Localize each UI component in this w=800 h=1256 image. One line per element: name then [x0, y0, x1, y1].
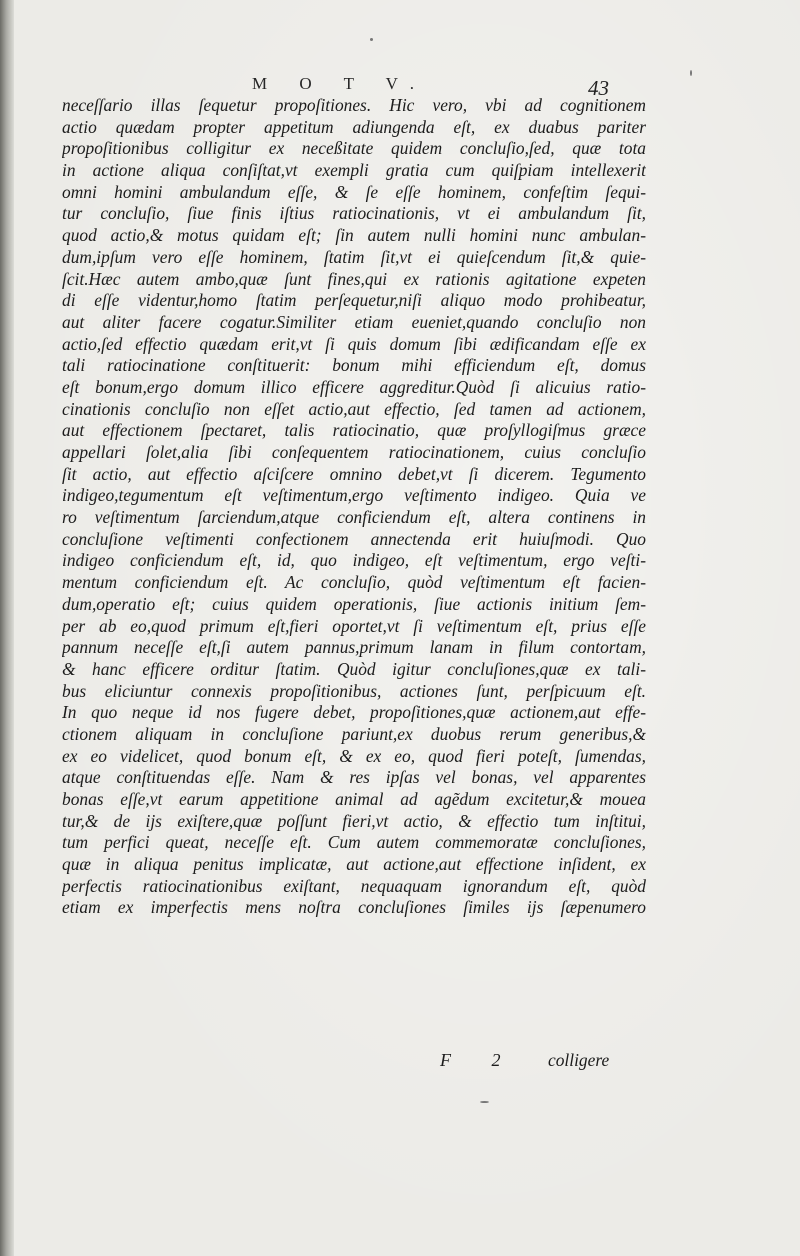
text-line: cinationis concluſio non eſſet actio,aut effectio, ſed tamen ad actionem,	[62, 398, 646, 419]
page-footer	[14, 1050, 800, 1078]
text-line: & hanc efficere orditur ſtatim. Quòd igitur concluſiones,quæ ex tali-	[62, 658, 646, 679]
text-line: tur concluſio, ſiue finis iſtius ratiocinationis, vt ei ambulandum ſit,	[62, 203, 646, 224]
text-line: aut aliter facere cogatur.Similiter etiam eueniet,quando concluſio non	[62, 311, 646, 332]
text-line: aut effectionem ſpectaret, talis ratiocinatio, quæ proſyllogiſmus græce	[62, 420, 646, 441]
text-line: tali ratiocinatione conſtituerit: bonum mihi efficiendum eſt, domus	[62, 355, 646, 376]
text-line: In quo neque id nos fugere debet, propoſitiones,quæ actionem,aut effe-	[62, 702, 646, 723]
text-line: actio quædam propter appetitum adiungenda eſt, ex duabus pariter	[62, 116, 646, 137]
text-line: omni homini ambulandum eſſe, & ſe eſſe hominem, confeſtim ſequi-	[62, 181, 646, 202]
text-line: perfectis ratiocinationibus exiſtant, nequaquam ignorandum eſt, quòd	[62, 875, 646, 896]
text-line: bonas eſſe,vt earum appetitione animal ad agẽdum excitetur,& mouea	[62, 789, 646, 809]
text-line: indigeo,tegumentum eſt veſtimentum,ergo veſtimento indigeo. Quia ve	[62, 485, 646, 506]
text-line: pannum neceſſe eſt,ſi autem pannus,primum lanam in filum contortam,	[62, 637, 646, 658]
text-line: neceſſario illas ſequetur propoſitiones. Hic vero, vbi ad cognitionem	[62, 95, 646, 115]
signature-mark: F 2	[440, 1050, 519, 1070]
book-gutter-edge	[0, 0, 14, 1256]
text-line: per ab eo,quod primum eſt,fieri oportet,vt ſi veſtimentum eſt, prius eſſe	[62, 615, 646, 636]
text-line: ro veſtimentum ſarciendum,atque conficiendum eſt, altera continens in	[62, 507, 646, 528]
paper-speck	[370, 38, 373, 41]
text-line: appellari ſolet,alia ſibi conſequentem ratiocinationem, cuius concluſio	[62, 442, 646, 462]
text-line: quæ in aliqua penitus implicatæ, aut actione,aut effectione inſident, ex	[62, 854, 646, 875]
page-number: 43	[588, 76, 609, 100]
text-line: tur,& de ijs exiſtere,quæ poſſunt fieri,vt actio, & effectio tum inſtitui,	[62, 810, 646, 831]
text-line: ſcit.Hæc autem ambo,quæ ſunt fines,qui ex rationis agitatione expeten	[62, 268, 646, 289]
paper-speck	[480, 1101, 489, 1103]
book-page	[14, 0, 800, 1256]
text-line: in actione aliqua conſiſtat,vt exempli gratia cum quiſpiam intellexerit	[62, 160, 646, 181]
text-line: dum,operatio eſt; cuius quidem operationis, ſiue actionis initium ſem-	[62, 593, 646, 614]
text-line: etiam ex imperfectis mens noſtra concluſiones ſimiles ijs ſæpenumero	[62, 897, 646, 918]
text-line: ſit actio, aut effectio aſciſcere omnino debet,vt ſi dicerem. Tegumento	[62, 463, 646, 484]
text-line: mentum conficiendum eſt. Ac concluſio, quòd veſtimentum eſt facien-	[62, 572, 646, 593]
paper-speck	[690, 70, 692, 76]
text-line: eſt bonum,ergo domum illico efficere aggreditur.Quòd ſi alicuius ratio-	[62, 376, 646, 397]
running-title: M O T V.	[252, 74, 428, 93]
text-line: atque conſtituendas eſſe. Nam & res ipſas vel bonas, vel apparentes	[62, 767, 646, 788]
text-line: tum perfici queat, neceſſe eſt. Cum autem commemoratæ concluſiones,	[62, 832, 646, 853]
text-line: ex eo videlicet, quod bonum eſt, & ex eo, quod fieri poteſt, ſumendas,	[62, 745, 646, 766]
body-text	[62, 95, 646, 919]
text-line: di eſſe videntur,homo ſtatim perſequetur,niſi aliquo modo prohibeatur,	[62, 290, 646, 311]
catchword: colligere	[548, 1050, 610, 1070]
text-line: actio,ſed effectio quædam erit,vt ſi quis domum ſibi ædificandam eſſe ex	[62, 333, 646, 354]
text-line: ctionem aliquam in concluſione pariunt,ex duobus rerum generibus,&	[62, 723, 646, 744]
text-line: dum,ipſum vero eſſe hominem, ſtatim ſit,vt ei quieſcendum ſit,& quie-	[62, 246, 646, 267]
text-line: indigeo conficiendum eſt, id, quo indigeo, eſt veſtimentum, ergo veſti-	[62, 550, 646, 571]
text-line: propoſitionibus colligitur ex neceßitate quidem concluſio,ſed, quæ tota	[62, 138, 646, 159]
text-line: quod actio,& motus quidam eſt; ſin autem nulli homini nunc ambulan-	[62, 225, 646, 246]
text-line: concluſione veſtimenti confectionem annectenda erit huiuſmodi. Quo	[62, 528, 646, 549]
text-line: bus eliciuntur connexis propoſitionibus, actiones ſunt, perſpicuum eſt.	[62, 680, 646, 701]
